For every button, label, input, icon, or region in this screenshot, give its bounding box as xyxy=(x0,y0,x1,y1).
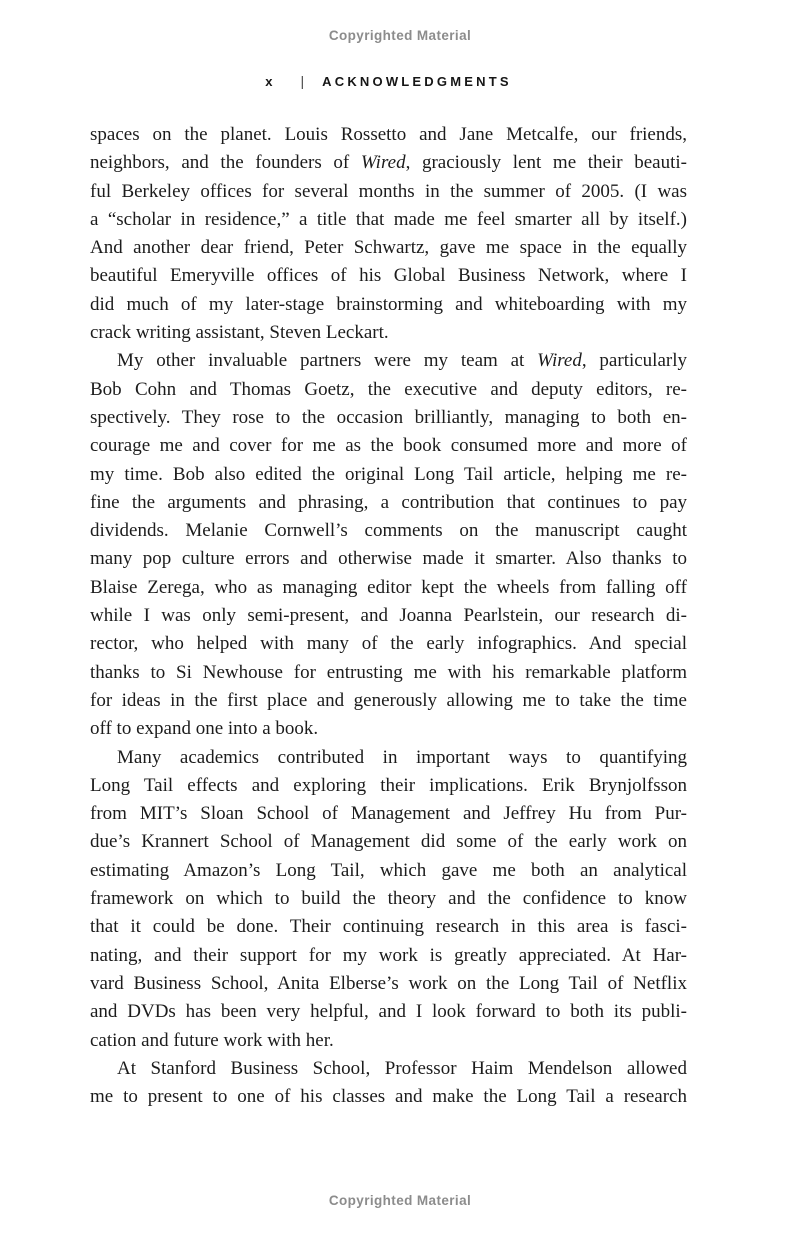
text-line: spaces on the planet. Louis Rossetto and Jane Metcalfe, our friends, xyxy=(90,124,687,145)
text-line: framework on which to build the theory and the confidence to know xyxy=(90,888,687,910)
bottom-copyright-notice: Copyrighted Material xyxy=(328,1193,472,1208)
text-line: Long Tail effects and exploring their implications. Erik Brynjolfsson xyxy=(90,774,687,796)
paragraph xyxy=(90,744,687,1055)
text-line: me to present to one of his classes and make the Long Tail a research xyxy=(90,1086,687,1108)
chapter-title: ACKNOWLEDGMENTS xyxy=(322,73,512,89)
text-line: cation and future work with her. xyxy=(90,1029,334,1051)
paragraph xyxy=(90,1055,687,1112)
text-line: from MIT’s Sloan School of Management and Jeffrey Hu from Pur- xyxy=(90,803,687,825)
text-line: vard Business School, Anita Elberse’s work on the Long Tail of Netflix xyxy=(90,972,687,994)
top-copyright-notice: Copyrighted Material xyxy=(328,28,472,43)
text-line: courage me and cover for me as the book consumed more and more of xyxy=(90,435,687,457)
text-line: while I was only semi-present, and Joanna Pearlstein, our research di- xyxy=(90,605,687,627)
text-line: estimating Amazon’s Long Tail, which gave me both an analytical xyxy=(90,859,687,881)
text-line: fine the arguments and phrasing, a contribution that continues to pay xyxy=(90,491,687,513)
text-line: rector, who helped with many of the early infographics. And special xyxy=(90,633,687,655)
body-text xyxy=(90,121,687,1111)
text-line: many pop culture errors and otherwise made it smarter. Also thanks to xyxy=(90,548,687,570)
text-line: ful Berkeley offices for several months in the summer of 2005. (I was xyxy=(90,180,687,202)
text-line: crack writing assistant, Steven Leckart. xyxy=(90,322,389,344)
text-line: Blaise Zerega, who as managing editor kept the wheels from falling off xyxy=(90,576,687,598)
text-line: Bob Cohn and Thomas Goetz, the executive and deputy editors, re- xyxy=(90,378,687,400)
text-line: my time. Bob also edited the original Long Tail article, helping me re- xyxy=(90,463,687,485)
text-line: nating, and their support for my work is greatly appreciated. At Har- xyxy=(90,944,687,966)
page-header xyxy=(90,73,687,89)
paragraph xyxy=(90,347,687,743)
text-line: dividends. Melanie Cornwell’s comments on the manuscript caught xyxy=(90,520,687,542)
text-line: neighbors, and the founders of Wired, graciously lent me their beauti- xyxy=(90,152,687,174)
text-line: for ideas in the first place and generously allowing me to take the time xyxy=(90,689,687,711)
text-line: a “scholar in residence,” a title that made me feel smarter all by itself.) xyxy=(90,208,687,230)
paragraph xyxy=(90,121,687,347)
text-line: spectively. They rose to the occasion brilliantly, managing to both en- xyxy=(90,406,687,428)
text-line: At Stanford Business School, Professor Haim Mendelson allowed xyxy=(117,1057,687,1079)
text-line: and DVDs has been very helpful, and I look forward to both its publi- xyxy=(90,1001,687,1023)
text-line: And another dear friend, Peter Schwartz, gave me space in the equally xyxy=(90,237,687,259)
text-line: beautiful Emeryville offices of his Global Business Network, where I xyxy=(90,265,687,287)
page-number: x xyxy=(265,73,275,89)
text-line: thanks to Si Newhouse for entrusting me with his remarkable platform xyxy=(90,661,687,683)
header-separator: | xyxy=(300,73,305,89)
text-line: My other invaluable partners were my team at Wired, particularly xyxy=(117,350,687,372)
text-line: Many academics contributed in important ways to quantifying xyxy=(117,746,687,768)
text-line: did much of my later-stage brainstorming and whiteboarding with my xyxy=(90,293,687,315)
text-line: off to expand one into a book. xyxy=(90,718,319,740)
text-line: that it could be done. Their continuing research in this area is fasci- xyxy=(90,916,687,938)
text-line: due’s Krannert School of Management did some of the early work on xyxy=(90,831,687,853)
